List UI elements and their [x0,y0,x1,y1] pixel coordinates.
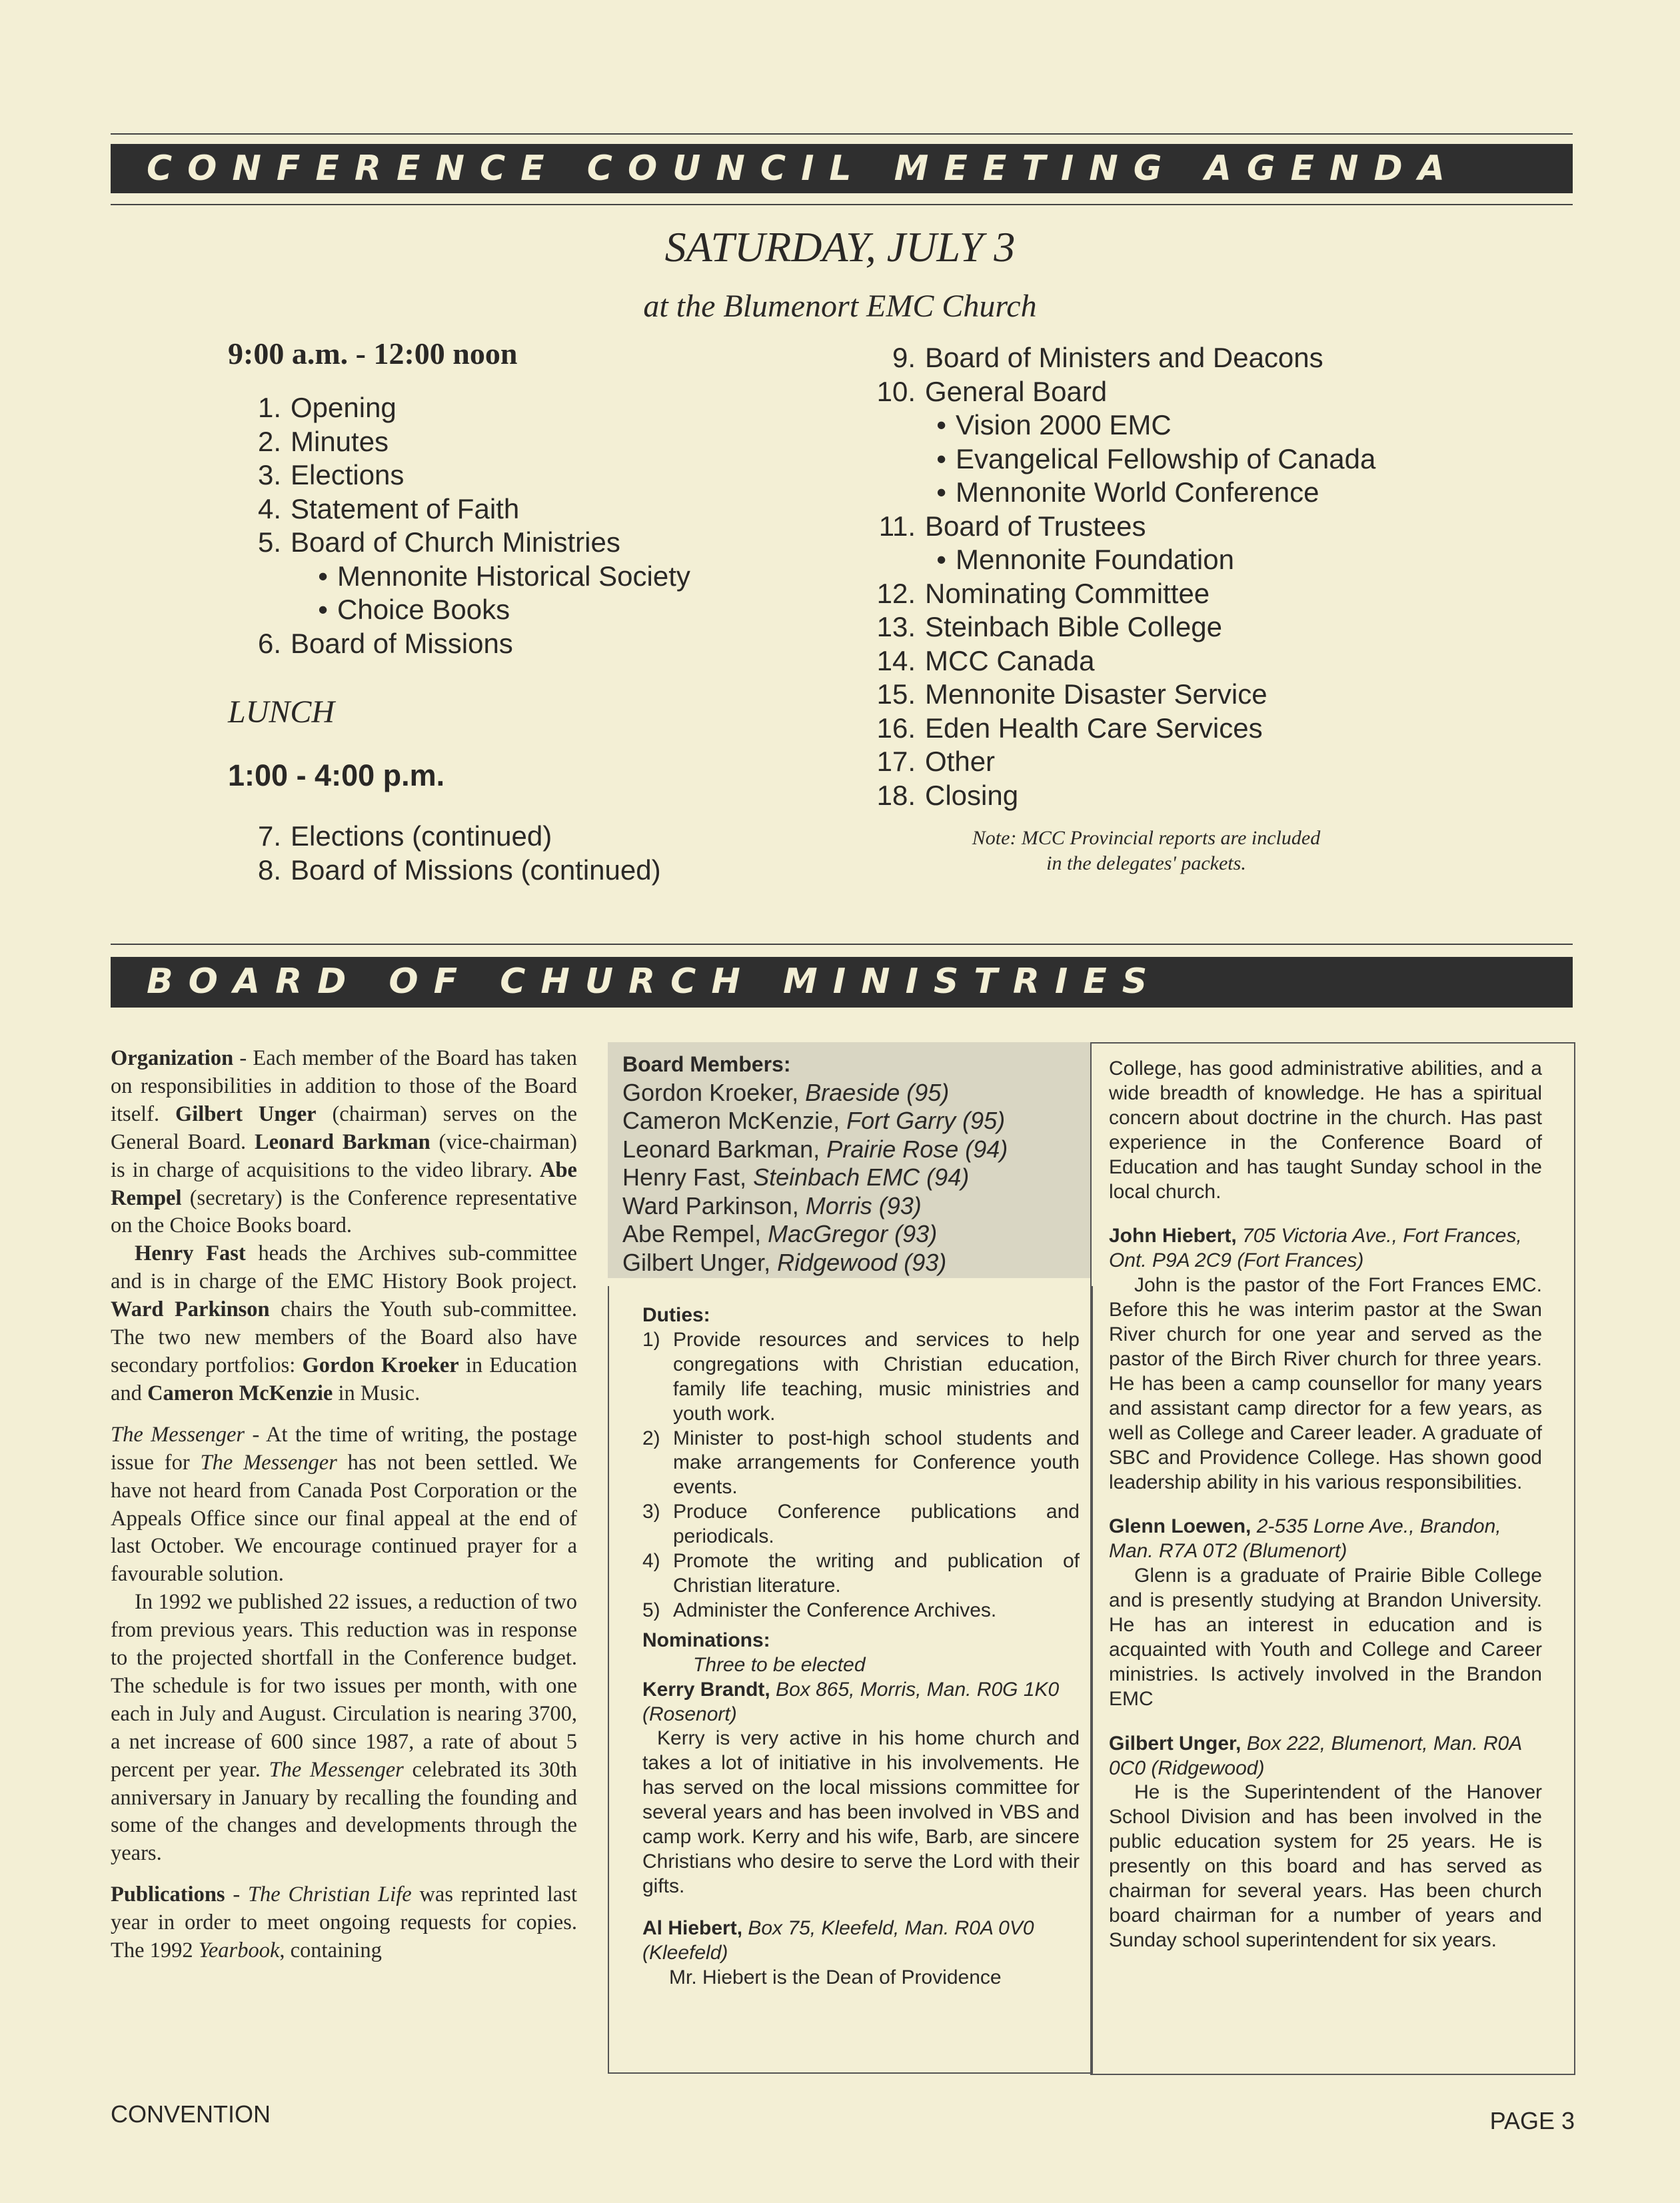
board-member [622,1220,1077,1249]
banner-bottom-rule [111,204,1573,205]
agenda-item-label: Elections [291,459,405,490]
yearbook-title: Yearbook [198,1938,280,1963]
note-line-2: in the delegates' packets. [1046,852,1246,874]
agenda-item [873,510,1539,544]
agenda-subitem [873,543,1539,577]
bullet-icon: • [936,442,946,474]
duty-item [642,1328,1080,1427]
agenda-item-number: 17. [876,746,916,777]
member-church: Braeside (95) [805,1078,950,1106]
kerry-name: Kerry Brandt, [642,1678,770,1701]
agenda-left-column [228,336,828,887]
top-rule [111,133,1573,135]
board-members-list [622,1079,1077,1277]
afternoon-agenda-list [255,820,828,887]
al-description: Mr. Hiebert is the Dean of Providence [669,1966,1002,1988]
agenda-item-label: Steinbach Bible College [925,611,1222,642]
bullet-icon: • [936,544,946,575]
board-member [622,1163,1077,1192]
duties-list [642,1328,1080,1623]
agenda-subitem [873,476,1539,510]
agenda-item-label: Mennonite Disaster Service [925,678,1267,710]
agenda-item-number: 9. [892,342,916,373]
member-church: Fort Garry (95) [846,1107,1006,1134]
duty-number: 5) [642,1599,660,1621]
board-member [622,1107,1077,1135]
agenda-banner: CONFERENCE COUNCIL MEETING AGENDA [111,144,1573,193]
board-members-box [608,1042,1092,1278]
duty-item [642,1549,1080,1599]
john-header [1109,1224,1542,1273]
agenda-item-label: Elections (continued) [291,820,552,852]
agenda-item [873,610,1539,644]
organization-paragraph [111,1045,577,1240]
member-name: Gordon Kroeker, [622,1078,806,1106]
bullet-icon: • [318,594,328,625]
agenda-item-label: Opening [291,392,397,423]
member-church: Prairie Rose (94) [826,1135,1008,1163]
mcc-note [906,826,1386,876]
agenda-item [255,492,828,526]
duty-item [642,1599,1080,1623]
publications-paragraph [111,1881,577,1965]
agenda-item-number: 4. [257,492,281,524]
board-member [622,1192,1077,1221]
name-parkinson: Ward Parkinson [111,1297,270,1322]
messenger-title: The Messenger [200,1450,337,1475]
meeting-date: SATURDAY, JULY 3 [664,223,1016,271]
messenger-paragraph [111,1421,577,1589]
duty-text: Produce Conference publications and periodicals. [673,1501,1080,1548]
board-member [622,1135,1077,1164]
al-name: Al Hiebert, [642,1916,743,1939]
agenda-subitem [255,593,828,627]
member-church: Morris (93) [805,1191,922,1219]
agenda-item [873,644,1539,678]
agenda-subitem [873,408,1539,442]
agenda-item-label: Board of Missions (continued) [291,854,661,886]
agenda-item-label: Eden Health Care Services [925,712,1263,744]
agenda-item-label: Closing [925,779,1019,811]
glenn-name: Glenn Loewen, [1109,1515,1252,1538]
duties-heading: Duties: [642,1304,710,1326]
agenda-item-number: 3. [257,459,281,490]
member-name: Ward Parkinson, [622,1191,806,1219]
glenn-address: 2-535 Lorne Ave., Brandon, Man. R7A 0T2 (Blumenort) [1109,1515,1501,1563]
agenda-item-number: 2. [257,425,281,457]
agenda-item [255,425,828,459]
agenda-item-number: 15. [876,678,916,710]
duties-nominations-column [642,1303,1080,1990]
john-description: John is the pastor of the Fort Frances EMC. Before this he was interim pastor at the Swan River church for one year and served as the pastor of the Birch River church for three years. He has been a camp counsellor for many years and assistant camp director for a few years, as well as College and Career leader. A graduate of SBC and Providence College. Has shown good leadership ability in his various responsibilities. [1109,1274,1542,1493]
p4-text-a: In 1992 we published 22 issues, a reduction of two from previous years. This reduction was in response to the projected shortfall in the Conference budget. The schedule is for two issues per month, with one each in July and August. Circulation is nearing 3700, a net increase of 600 since 1987, a rate of about 5 percent per year. [111,1590,577,1782]
agenda-item-label: Other [925,746,996,777]
agenda-item-label: Choice Books [337,594,510,625]
agenda-item-number: 8. [257,854,281,886]
agenda-item-label: Board of Church Ministries [291,526,620,558]
john-address: 705 Victoria Ave., Fort Frances, Ont. P9A 2C9 (Fort Frances) [1109,1225,1522,1272]
org-text-d: (secretary) is the Conference representative on the Choice Books board. [111,1185,577,1238]
agenda-item-label: MCC Canada [925,644,1095,676]
footer-publication: CONVENTION [111,2100,271,2128]
member-church: Steinbach EMC (94) [753,1163,970,1191]
issues-paragraph [111,1589,577,1868]
agenda-item [873,678,1539,712]
name-unger: Gilbert Unger [175,1102,317,1126]
agenda-item [255,391,828,425]
bullet-icon: • [318,560,328,592]
al-description-continued: College, has good administrative abilities, and a wide breadth of knowledge. He has a spiritual concern about doctrine in the church. Has past experience in the Conference Board of Education and has taught Sunday school in the local church. [1109,1058,1542,1203]
agenda-item-number: 10. [876,375,916,407]
gilbert-address: Box 222, Blumenort, Man. R0A 0C0 (Ridgewood) [1109,1732,1522,1779]
agenda-item-number: 6. [257,627,281,659]
board-member [622,1249,1077,1277]
agenda-subitem [873,442,1539,476]
john-name: John Hiebert, [1109,1225,1237,1247]
gilbert-description: He is the Superintendent of the Hanover School Division and has been involved in the public education system for 25 years. He is presently on this board and has served as chairman for several years. Has been church board chairman for a number of years and Sunday school superintendent for six years. [1109,1781,1542,1951]
agenda-item-label: Nominating Committee [925,577,1210,609]
kerry-header [642,1678,1080,1727]
publications-heading: Publications [111,1882,225,1907]
agenda-item-number: 7. [257,820,281,852]
christian-life-title: The Christian Life [247,1882,412,1907]
org-text-a: - Each member of the Board has taken on responsibilities in addition to those of the Board itself. [111,1046,577,1126]
agenda-item-label: General Board [925,375,1108,407]
agenda-item [255,458,828,492]
duty-item [642,1500,1080,1549]
agenda-item [873,341,1539,375]
gilbert-name: Gilbert Unger, [1109,1732,1242,1755]
agenda-item-label: Mennonite Foundation [956,544,1234,575]
agenda-right-column [873,341,1539,876]
glenn-header [1109,1515,1542,1564]
agenda-item-number: 5. [257,526,281,558]
agenda-item [873,779,1539,813]
agenda-item-label: Vision 2000 EMC [956,409,1172,440]
duty-text: Promote the writing and publication of Christian literature. [673,1550,1080,1597]
bullet-icon: • [936,476,946,508]
al-address: Box 75, Kleefeld, Man. R0A 0V0 (Kleefeld) [642,1916,1034,1964]
duty-text: Administer the Conference Archives. [673,1599,997,1621]
nominations-subheading: Three to be elected [693,1653,866,1676]
agenda-item-label: Board of Trustees [925,510,1146,542]
agenda-item-label: Minutes [291,425,389,457]
al-header [642,1916,1080,1966]
archives-paragraph [111,1240,577,1407]
member-name: Gilbert Unger, [622,1248,778,1276]
pub-text-a: - [225,1882,248,1907]
agenda-item-number: 13. [876,611,916,642]
agenda-subitem [255,560,828,594]
agenda-item [255,820,828,854]
board-member [622,1079,1077,1107]
morning-agenda-list [255,391,828,660]
board-banner: BOARD OF CHURCH MINISTRIES [111,957,1573,1008]
duty-number: 3) [642,1501,660,1523]
footer-page-number: PAGE 3 [1489,2107,1575,2134]
kerry-address: Box 865, Morris, Man. R0G 1K0 (Rosenort) [642,1678,1060,1725]
gilbert-header [1109,1732,1542,1781]
duty-number: 2) [642,1427,660,1449]
name-fast: Henry Fast [135,1241,246,1266]
p4-text-b: celebrated its 30th anniversary in January by recalling the founding and some of the changes and developments through the years. [111,1757,577,1866]
agenda-item-label: Statement of Faith [291,492,520,524]
p2-text-d: in Music. [333,1381,420,1405]
agenda-item-number: 14. [876,644,916,676]
agenda-item-number: 12. [876,577,916,609]
member-name: Henry Fast, [622,1163,754,1191]
org-text-c: (vice-chairman) is in charge of acquisitions to the video library. [111,1129,577,1182]
messenger-heading: The Messenger [111,1422,245,1447]
board-members-heading: Board Members: [622,1052,791,1076]
pub-text-c: , containing [279,1938,382,1963]
agenda-item-label: Board of Ministers and Deacons [925,342,1323,373]
agenda-item-label: Mennonite World Conference [956,476,1319,508]
organization-heading: Organization [111,1046,234,1070]
board-text-column [111,1045,577,1965]
member-name: Leonard Barkman, [622,1135,827,1163]
agenda-item [873,745,1539,779]
name-kroeker: Gordon Kroeker [302,1353,459,1377]
duty-text: Provide resources and services to help congregations with Christian education, family life teaching, music ministries and youth work. [673,1328,1080,1425]
agenda-item-label: Evangelical Fellowship of Canada [956,442,1376,474]
agenda-item [255,526,828,560]
p2-text-a: heads the Archives sub-committee and is in charge of the EMC History Book project. [111,1241,577,1294]
agenda-item [873,375,1539,409]
glenn-description: Glenn is a graduate of Prairie Bible College and is presently studying at Brandon University. He has an interest in education and is acquainted with Youth and College and Career ministries. Is actively involved in the Brandon EMC [1109,1565,1542,1710]
right-agenda-list [873,341,1539,812]
agenda-item-number: 16. [876,712,916,744]
p2-text-b: chairs the Youth sub-committee. The two new members of the Board also have secondary portfolios: [111,1297,577,1377]
kerry-description: Kerry is very active in his home church and takes a lot of initiative in his involvements. He has served on the local missions committee for several years and has been involved in VBS and camp work. Kerry and his wife, Barb, are sincere Christians who desire to serve the Lord with their gifts. [642,1727,1080,1897]
section-rule [111,944,1573,945]
note-line-1: Note: MCC Provincial reports are included [972,827,1321,849]
org-text-b: (chairman) serves on the General Board. [111,1102,578,1154]
agenda-item-label: Mennonite Historical Society [337,560,690,592]
member-church: Ridgewood (93) [777,1248,947,1276]
name-rempel: Abe Rempel [111,1157,577,1210]
agenda-item [873,712,1539,746]
duty-number: 1) [642,1328,660,1351]
agenda-item [873,577,1539,611]
agenda-item-label: Board of Missions [291,627,513,659]
nominees-column [1109,1057,1542,1953]
name-barkman: Leonard Barkman [254,1129,430,1154]
agenda-item-number: 18. [876,779,916,811]
duty-item [642,1427,1080,1501]
pub-text-b: was reprinted last year in order to meet ongoing requests for copies. The 1992 [111,1882,578,1963]
member-name: Cameron McKenzie, [622,1107,847,1134]
member-name: Abe Rempel, [622,1220,768,1247]
lunch-label: LUNCH [228,694,335,730]
bullet-icon: • [936,409,946,440]
p2-text-c: in Education and [111,1353,577,1405]
messenger-title-2: The Messenger [269,1757,404,1782]
morning-time: 9:00 a.m. - 12:00 noon [228,337,518,370]
agenda-item-number: 11. [878,510,916,542]
duty-number: 4) [642,1550,660,1573]
meeting-location: at the Blumenort EMC Church [643,289,1037,324]
name-mckenzie: Cameron McKenzie [147,1381,333,1405]
agenda-item-number: 1. [257,392,281,423]
member-church: MacGregor (93) [768,1220,938,1247]
agenda-item [255,854,828,888]
msg-text-a: - At the time of writing, the postage issue for [111,1422,577,1475]
nominations-heading: Nominations: [642,1629,770,1651]
msg-text-b: has not been settled. We have not heard from Canada Post Corporation or the Appeals Office since our final appeal at the end of last October. We encourage continued prayer for a favourable solution. [111,1450,577,1587]
duty-text: Minister to post-high school students and make arrangements for Conference youth events. [673,1427,1080,1499]
afternoon-time: 1:00 - 4:00 p.m. [228,758,445,792]
agenda-item [255,627,828,661]
